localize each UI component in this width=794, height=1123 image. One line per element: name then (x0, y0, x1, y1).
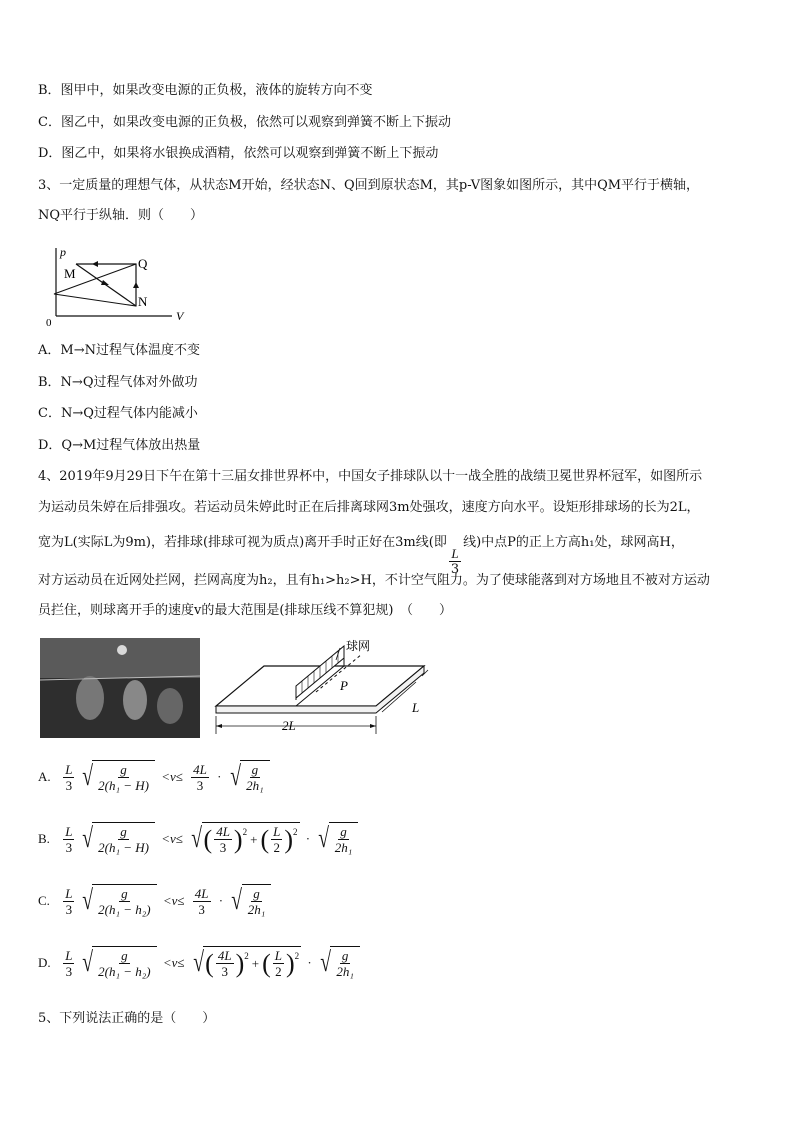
pv-graph (40, 238, 200, 330)
volleyball-court-diagram (212, 636, 442, 742)
volleyball-photo (40, 638, 200, 738)
q4-stem-line2: 为运动员朱婷在后排强攻。若运动员朱婷此时正在后排离球网3m处强攻，速度方向水平。设矩形排球场的长为2L， (38, 500, 700, 515)
q4-option-a: A. $\frac{L}{3}$ √ $\frac{g}{\text{2(h₁ − H)}}$ <v≤ $\frac{4L}{3}$ · √ $\frac{g}{\text{2h₁}}$ (38, 760, 270, 794)
point-p-label: P (340, 678, 348, 693)
q3-option-d: D．Q→M过程气体放出热量 (38, 438, 201, 453)
axis-v-label: V (176, 309, 184, 323)
q4-option-c: C. $\frac{L}{3}$ √ $\frac{g}{\text{2(h₁ − h₂)}}$ <v≤ $\frac{4L}{3}$ · √ $\frac{g}{\text{2h₁}}$ (38, 884, 271, 918)
q4-stem-line1: 4、2019年9月29日下午在第十三届女排世界杯中，中国女子排球队以十一战全胜的战绩卫冕世界杯冠军，如图所示 (38, 469, 703, 484)
q3-option-a: A．M→N过程气体温度不变 (38, 343, 200, 358)
q4-option-b: B. $\frac{L}{3}$ √ $\frac{g}{\text{2(h₁ − H)}}$ <v≤ √ ( $\frac{4L}{3}$ ) 2 + ( $\frac{L}{2}$ ) 2 · √ $\frac{g}{\text{2h₁}}$ (38, 822, 358, 856)
option-d-prev: D．图乙中，如果将水银换成酒精，依然可以观察到弹簧不断上下振动 (38, 146, 439, 161)
option-c-prev: C．图乙中，如果改变电源的正负极，依然可以观察到弹簧不断上下振动 (38, 115, 451, 130)
q3-option-b: B．N→Q过程气体对外做功 (38, 375, 198, 390)
point-q-label: Q (138, 256, 148, 271)
q4-stem-line3: 宽为L(实际L为9m)，若排球(排球可视为质点)离开手时正好在3m线(即 $\frac{L}{3}$ 线)中点P的正上方高h₁处，球网高H， (38, 535, 684, 577)
q4-stem-line4: 对方运动员在近网处拦网，拦网高度为h₂，且有h₁>h₂>H，不计空气阻力。为了使球能落到对方场地且不被对方运动 (38, 573, 710, 588)
origin-label: 0 (46, 317, 52, 329)
q4-option-d: D. $\frac{L}{3}$ √ $\frac{g}{\text{2(h₁ − h₂)}}$ <v≤ √ ( $\frac{4L}{3}$ ) 2 + ( $\frac{L}{2}$ ) 2 · √ $\frac{g}{\text{2h₁}}$ (38, 946, 360, 980)
length-label: 2L (282, 718, 296, 733)
point-m-label: M (64, 266, 76, 281)
q4-stem-line5: 员拦住，则球离开手的速度v的最大范围是(排球压线不算犯规) （ ） (38, 603, 452, 618)
q3-stem-line1: 3、一定质量的理想气体，从状态M开始，经状态N、Q回到原状态M，其p-V图象如图所示，其中QM平行于横轴， (38, 178, 700, 193)
option-b-prev: B．图甲中，如果改变电源的正负极，液体的旋转方向不变 (38, 83, 373, 98)
q3-stem-line2: NQ平行于纵轴．则（ ） (38, 208, 204, 223)
q3-option-c: C．N→Q过程气体内能减小 (38, 406, 198, 421)
axis-p-label: p (60, 245, 66, 259)
point-n-label: N (138, 294, 148, 309)
width-label: L (412, 700, 420, 715)
q5-stem: 5、下列说法正确的是（ ） (38, 1011, 216, 1026)
net-label: 球网 (346, 639, 371, 653)
